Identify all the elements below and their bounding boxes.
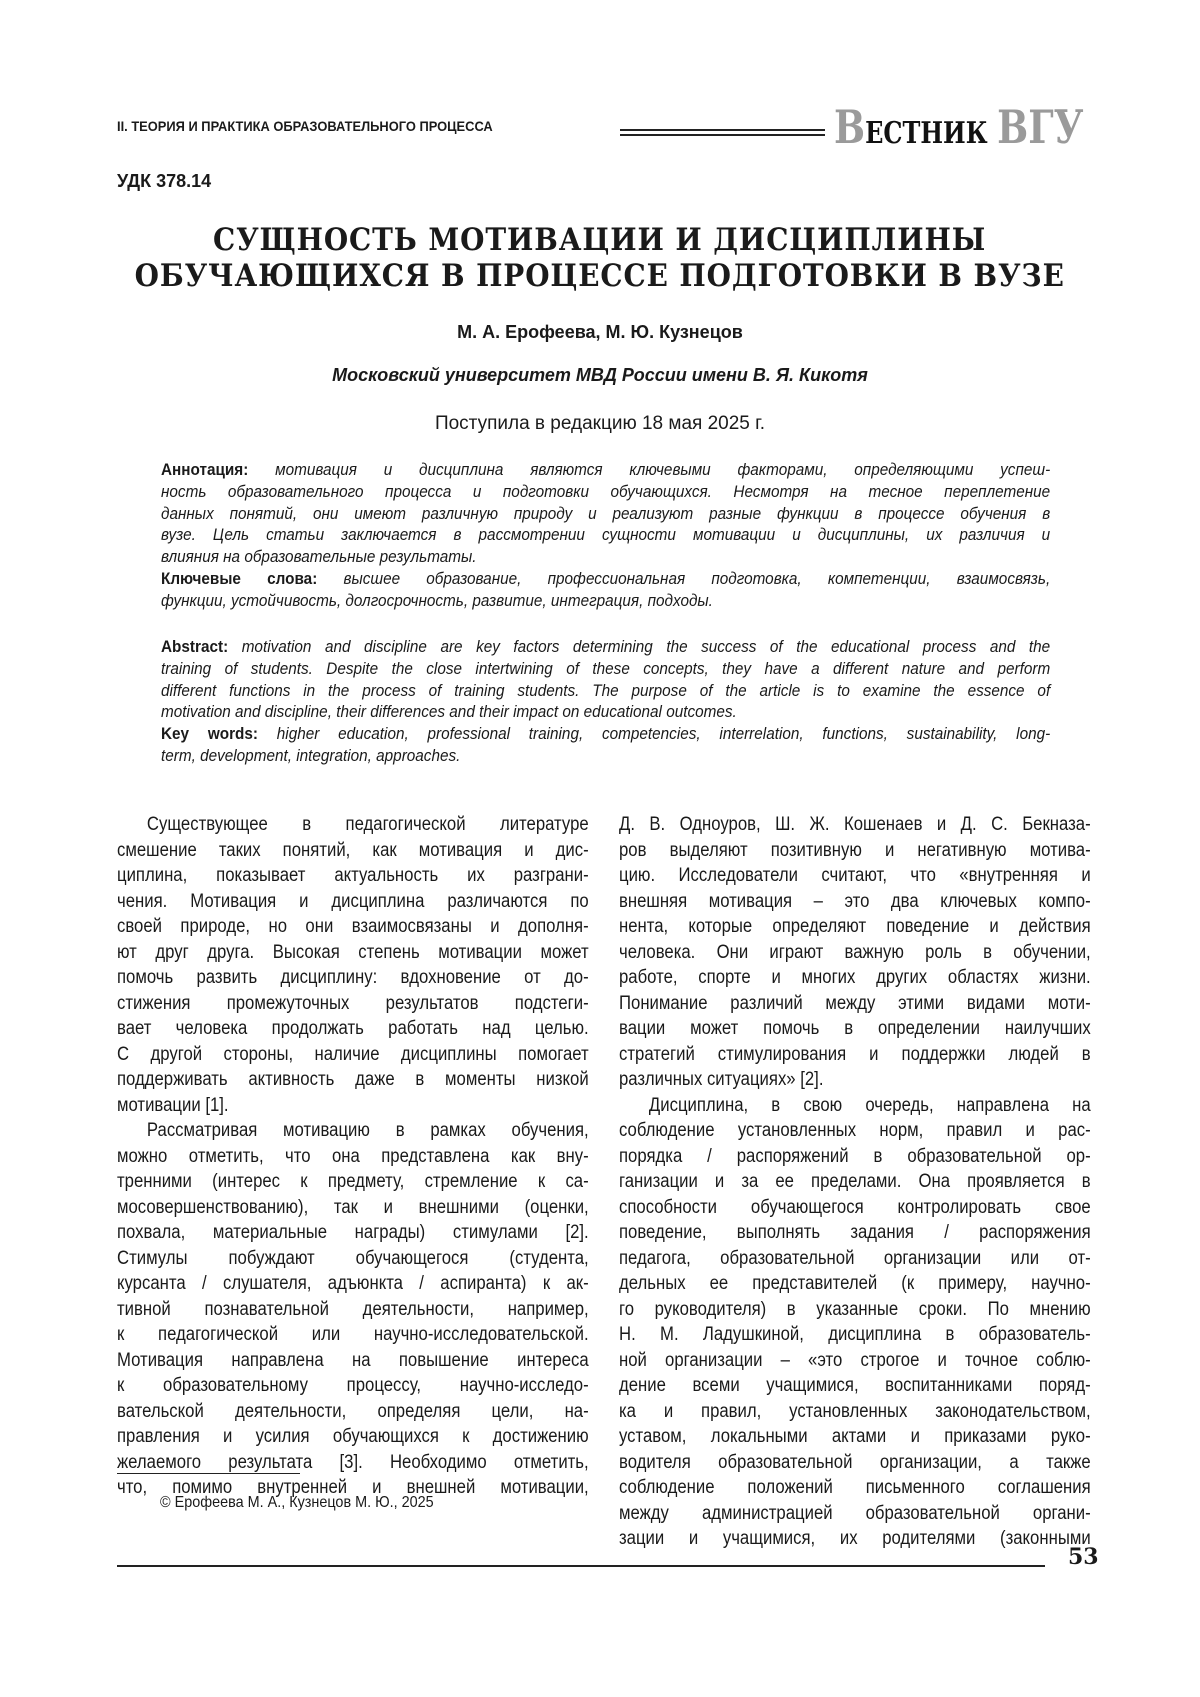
body-text-line: Рассматривая мотивацию в рамках обучения,: [117, 1118, 589, 1144]
body-text-line: чения. Мотивация и дисциплина различаются по: [117, 889, 589, 915]
body-text-line: Стимулы побуждают обучающегося (студента,: [117, 1246, 589, 1272]
body-column-right: [619, 812, 1091, 1552]
abstract-en: [161, 636, 1050, 767]
body-text-line: тивной познавательной деятельности, например,: [117, 1297, 589, 1323]
body-text-line: го руководителя) в указанные сроки. По мнению: [619, 1297, 1091, 1323]
body-text-line: соблюдение положений письменного соглашения: [619, 1475, 1091, 1501]
body-text-line: С другой стороны, наличие дисциплины помогает: [117, 1042, 589, 1068]
body-text-line: к образовательному процессу, научно-исследо-: [117, 1373, 589, 1399]
abstract-text: функции, устойчивость, долгосрочность, развитие, интеграция, подходы.: [161, 591, 713, 610]
article-title: [0, 222, 1200, 294]
body-text-line: между администрацией образовательной органи-: [619, 1501, 1091, 1527]
body-text-line: мосовершенствованию), так и внешними (оценки,: [117, 1195, 589, 1221]
title-line: СУЩНОСТЬ МОТИВАЦИИ И ДИСЦИПЛИНЫ: [213, 222, 986, 258]
body-text-line: дение всеми учащимися, воспитанниками поряд-: [619, 1373, 1091, 1399]
body-text-line: тренними (интерес к предмету, стремление к са-: [117, 1169, 589, 1195]
annotation-ru: [161, 459, 1050, 612]
journal-logo: [834, 100, 1084, 154]
abstract-label: Аннотация:: [161, 460, 248, 479]
abstract-line: [161, 745, 1050, 767]
body-text-line: нента, которые определяют поведение и действия: [619, 914, 1091, 940]
body-text-line: Дисциплина, в свою очередь, направлена на: [619, 1093, 1091, 1119]
abstract-line: [161, 481, 1050, 503]
abstract-text: training of students. Despite the close intertwining of these concepts, they have a different nature and perform: [161, 659, 1050, 678]
abstract-line: [161, 590, 1050, 612]
page-number: 53: [1068, 1544, 1099, 1570]
authors: М. А. Ерофеева, М. Ю. Кузнецов: [0, 322, 1200, 343]
logo-rest: ЕСТНИК: [865, 116, 987, 151]
body-text-line: ров выделяют позитивную и негативную мотива-: [619, 838, 1091, 864]
body-text-line: зации и учащимися, их родителями (законными: [619, 1526, 1091, 1552]
abstract-line: [161, 503, 1050, 525]
abstract-text: данных понятий, они имеют различную природу и реализуют разные функции в процессе обучения в: [161, 504, 1050, 523]
body-text-line: порядка / распоряжений в образовательной ор-: [619, 1144, 1091, 1170]
abstract-label: Key words:: [161, 724, 258, 743]
body-text-line: своей природе, но они взаимосвязаны и дополня-: [117, 914, 589, 940]
abstract-text: влияния на образовательные результаты.: [161, 547, 477, 566]
abstract-text: высшее образование, профессиональная подготовка, компетенции, взаимосвязь,: [343, 569, 1050, 588]
body-text-line: мотивации [1].: [117, 1093, 589, 1119]
abstract-text: higher education, professional training, competencies, interrelation, functions, sustainability, long-: [277, 724, 1050, 743]
body-text-line: уставом, локальными актами и приказами руко-: [619, 1424, 1091, 1450]
body-text-line: работе, спорте и многих других областях жизни.: [619, 965, 1091, 991]
body-text-line: различных ситуациях» [2].: [619, 1067, 1091, 1093]
body-text-line: что, помимо внутренней и внешней мотивации,: [117, 1475, 589, 1501]
body-text-line: внешняя мотивация – это два ключевых компо-: [619, 889, 1091, 915]
abstract-line: [161, 658, 1050, 680]
body-text-line: помочь развить дисциплину: вдохновение от до-: [117, 965, 589, 991]
body-text-line: можно отметить, что она представлена как вну-: [117, 1144, 589, 1170]
copyright-footnote: © Ерофеева М. А., Кузнецов М. Ю., 2025: [160, 1494, 434, 1512]
body-text-line: похвала, материальные награды) стимулами [2].: [117, 1220, 589, 1246]
abstract-text: вузе. Цель статьи заключается в рассмотрении сущности мотивации и дисциплины, их различия и: [161, 525, 1050, 544]
abstract-label: Abstract:: [161, 637, 228, 656]
body-text-line: Понимание различий между этими видами моти-: [619, 991, 1091, 1017]
abstract-line: [161, 636, 1050, 658]
abstract-line: [161, 459, 1050, 481]
body-text-line: ка и правил, установленных законодательством,: [619, 1399, 1091, 1425]
body-text-line: соблюдение установленных норм, правил и рас-: [619, 1118, 1091, 1144]
abstract-text: motivation and discipline, their differences and their impact on educational outcomes.: [161, 702, 737, 721]
body-text-line: дельных ее представителей (к примеру, научно-: [619, 1271, 1091, 1297]
body-text-line: человека. Они играют важную роль в обучении,: [619, 940, 1091, 966]
body-text-line: Н. М. Ладушкиной, дисциплина в образователь-: [619, 1322, 1091, 1348]
body-text-line: желаемого результата [3]. Необходимо отметить,: [117, 1450, 589, 1476]
received-date: Поступила в редакцию 18 мая 2025 г.: [0, 413, 1200, 435]
abstract-line: [161, 524, 1050, 546]
body-text-line: ганизации и за ее пределами. Она проявляется в: [619, 1169, 1091, 1195]
abstract-label: Ключевые слова:: [161, 569, 317, 588]
body-text-line: к педагогической или научно-исследовательской.: [117, 1322, 589, 1348]
body-text-line: вательской деятельности, определяя цели, на-: [117, 1399, 589, 1425]
abstract-text: different functions in the process of training students. The purpose of the article is to examine the essence of: [161, 681, 1050, 700]
body-text-line: курсанта / слушателя, адъюнкта / аспиранта) к ак-: [117, 1271, 589, 1297]
abstract-text: мотивация и дисциплина являются ключевыми факторами, определяющими успеш-: [275, 460, 1050, 479]
body-text-line: вации может помочь в определении наилучших: [619, 1016, 1091, 1042]
title-line: ОБУЧАЮЩИХСЯ В ПРОЦЕССЕ ПОДГОТОВКИ В ВУЗЕ: [135, 258, 1065, 294]
abstract-text: ность образовательного процесса и подготовки обучающихся. Несмотря на тесное переплетение: [161, 482, 1050, 501]
udk-code: УДК 378.14: [117, 171, 211, 192]
body-text-line: правления и усилия обучающихся к достижению: [117, 1424, 589, 1450]
body-text-line: Мотивация направлена на повышение интереса: [117, 1348, 589, 1374]
body-text-line: поддерживать активность даже в моменты низкой: [117, 1067, 589, 1093]
body-text-line: педагога, образовательной организации или от-: [619, 1246, 1091, 1272]
body-text-line: цию. Исследователи считают, что «внутренняя и: [619, 863, 1091, 889]
abstract-line: [161, 723, 1050, 745]
running-header-section: II. ТЕОРИЯ И ПРАКТИКА ОБРАЗОВАТЕЛЬНОГО ПРОЦЕССА: [117, 118, 493, 134]
abstract-line: [161, 546, 1050, 568]
footnote-rule: [117, 1473, 300, 1474]
abstract-line: [161, 680, 1050, 702]
body-text-line: способности обучающегося контролировать свое: [619, 1195, 1091, 1221]
logo-initial: В: [834, 100, 865, 154]
body-text-line: стижения промежуточных результатов подстеги-: [117, 991, 589, 1017]
body-text-line: циплина, показывает актуальность их разграни-: [117, 863, 589, 889]
body-column-left: [117, 812, 589, 1501]
body-text-line: ют друг друга. Высокая степень мотивации может: [117, 940, 589, 966]
abstract-line: [161, 701, 1050, 723]
body-text-line: вает человека продолжать работать над целью.: [117, 1016, 589, 1042]
affiliation: Московский университет МВД России имени В. Я. Кикотя: [0, 365, 1200, 386]
body-text-line: смешение таких понятий, как мотивация и дис-: [117, 838, 589, 864]
body-text-line: водителя образовательной организации, а также: [619, 1450, 1091, 1476]
header-double-rule: [620, 129, 825, 136]
abstract-line: [161, 568, 1050, 590]
body-text-line: Д. В. Одноуров, Ш. Ж. Кошенаев и Д. С. Бекназа-: [619, 812, 1091, 838]
body-text-line: поведение, выполнять задания / распоряжения: [619, 1220, 1091, 1246]
abstract-text: term, development, integration, approaches.: [161, 746, 460, 765]
footer-rule: [117, 1565, 1045, 1567]
logo-brand: ВГУ: [997, 100, 1083, 154]
body-text-line: Существующее в педагогической литературе: [117, 812, 589, 838]
body-text-line: стратегий стимулирования и поддержки людей в: [619, 1042, 1091, 1068]
abstract-text: motivation and discipline are key factors determining the success of the educational process and the: [242, 637, 1051, 656]
body-text-line: ной организации – «это строгое и точное соблю-: [619, 1348, 1091, 1374]
